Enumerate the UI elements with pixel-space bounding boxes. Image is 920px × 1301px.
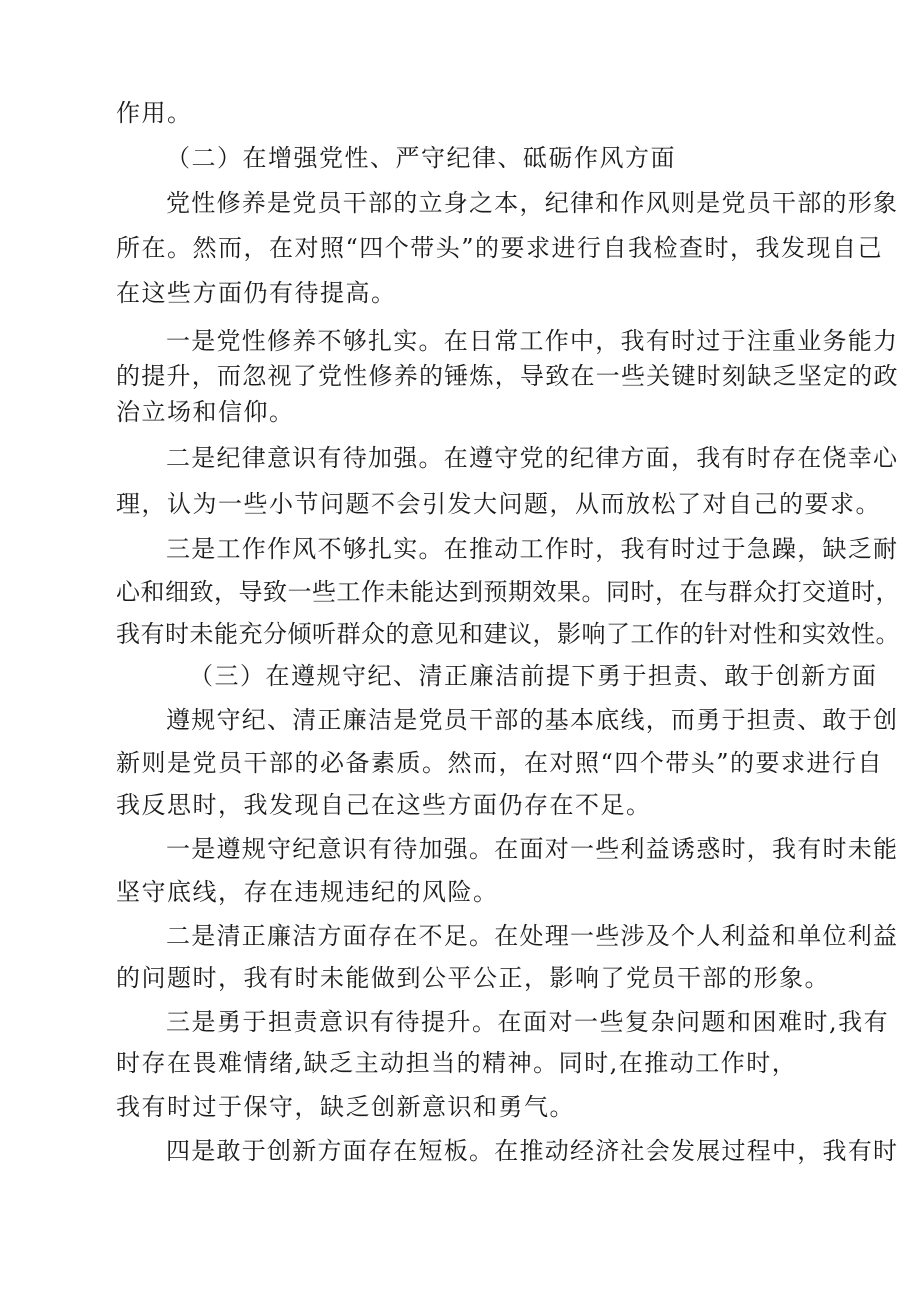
text-line: 我有时过于保守，缺乏创新意识和勇气。 (116, 1093, 575, 1121)
text-line: 新则是党员干部的必备素质。然而，在对照“四个带头”的要求进行自 (116, 749, 884, 777)
text-line: 我反思时，我发现自己在这些方面仍存在不足。 (116, 791, 652, 819)
text-line: 二是清正廉洁方面存在不足。在处理一些涉及个人利益和单位利益 (166, 922, 899, 950)
text-line: 我有时未能充分倾听群众的意见和建议，影响了工作的针对性和实效性。 (116, 620, 900, 648)
text-line: 党性修养是党员干部的立身之本，纪律和作风则是党员干部的形象 (166, 189, 899, 217)
text-line: 一是党性修养不够扎实。在日常工作中，我有时过于注重业务能力 (166, 327, 899, 355)
text-line: 的问题时，我有时未能做到公平公正，影响了党员干部的形象。 (116, 964, 830, 992)
text-line: 三是勇于担责意识有待提升。在面对一些复杂问题和困难时,我有 (166, 1008, 890, 1036)
text-line: 四是敢于创新方面存在短板。在推动经济社会发展过程中，我有时 (166, 1137, 899, 1165)
text-line: 心和细致，导致一些工作未能达到预期效果。同时，在与群众打交道时， (116, 578, 900, 606)
text-line: 遵规守纪、清正廉洁是党员干部的基本底线，而勇于担责、敢于创 (166, 706, 899, 734)
text-line: 理，认为一些小节问题不会引发大问题，从而放松了对自己的要求。 (116, 490, 881, 518)
text-line: 治立场和信仰。 (116, 398, 295, 426)
text-line: 的提升，而忽视了党性修养的锤炼，导致在一些关键时刻缺乏坚定的政 (116, 362, 899, 390)
section-heading: （三）在遵规守纪、清正廉洁前提下勇于担责、敢于创新方面 (189, 662, 878, 690)
text-line: 三是工作作风不够扎实。在推动工作时，我有时过于急躁，缺乏耐 (166, 535, 899, 563)
text-line: 坚守底线，存在违规违纪的风险。 (116, 878, 499, 906)
section-heading: （二）在增强党性、严守纪律、砥砺作风方面 (166, 144, 676, 172)
text-line: 时存在畏难情绪,缺乏主动担当的精神。同时,在推动工作时， (116, 1049, 798, 1077)
text-line: 一是遵规守纪意识有待加强。在面对一些利益诱惑时，我有时未能 (166, 835, 899, 863)
text-line: 所在。然而，在对照“四个带头”的要求进行自我检查时，我发现自己 (116, 234, 884, 262)
text-line: 二是纪律意识有待加强。在遵守党的纪律方面，我有时存在侥幸心 (166, 444, 899, 472)
text-line: 在这些方面仍有待提高。 (116, 279, 397, 307)
text-line: 作用。 (116, 99, 193, 127)
